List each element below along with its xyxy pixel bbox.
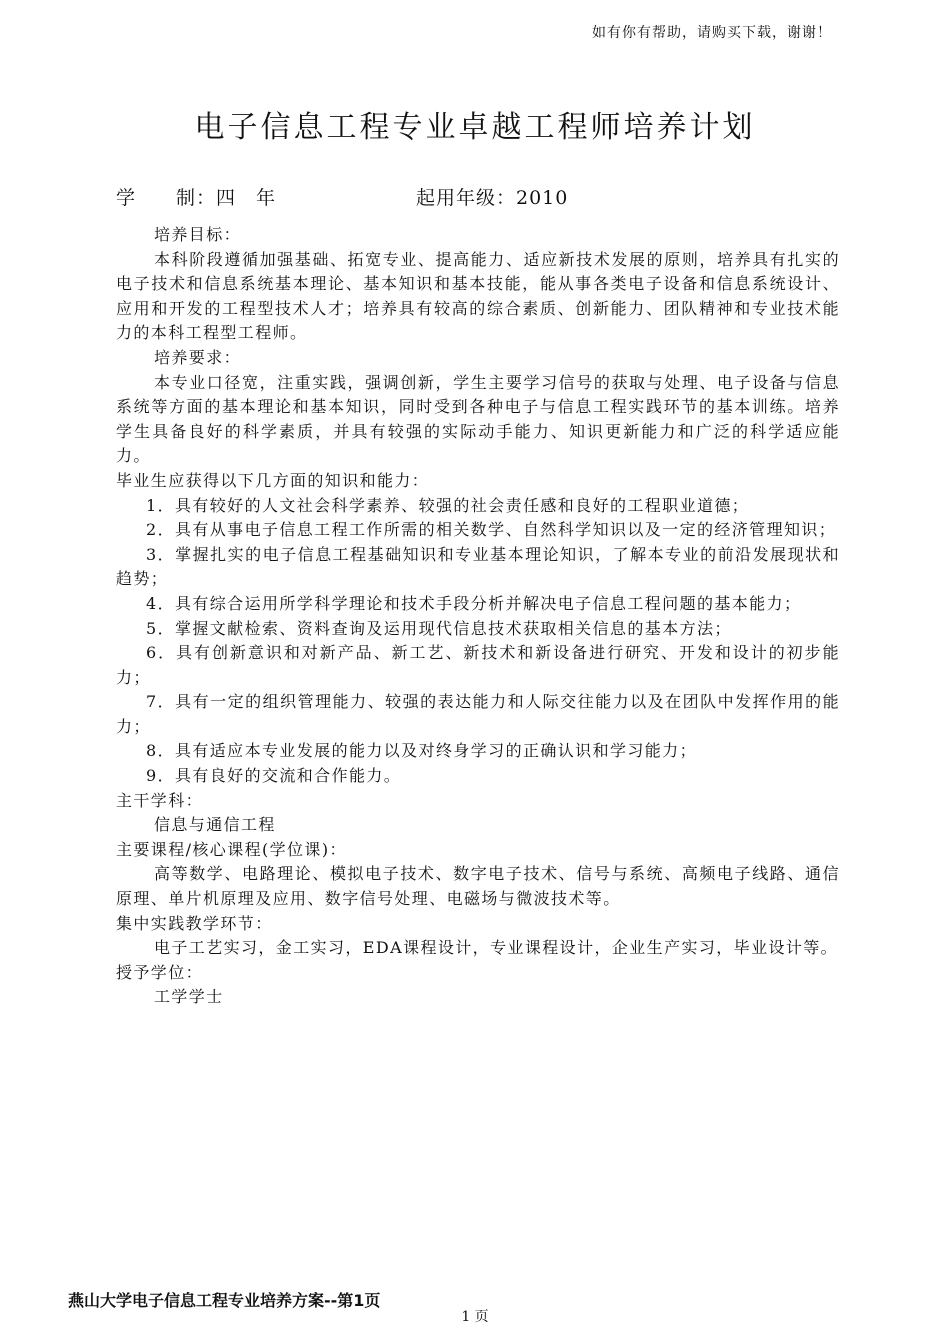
document-body (116, 223, 840, 1010)
degree-text: 工学学士 (154, 987, 224, 1007)
document-title: 电子信息工程专业卓越工程师培养计划 (194, 110, 756, 145)
ability-item: 2．具有从事电子信息工程工作所需的相关数学、自然科学知识以及一定的经济管理知识； (146, 520, 837, 540)
ability-item: 7．具有一定的组织管理能力、较强的表达能力和人际交往能力以及在团队中发挥作用的能力； (116, 692, 840, 736)
ability-item: 5．掌握文献检索、资料查询及运用现代信息技术获取相关信息的基本方法； (146, 618, 732, 638)
requirements-text: 本专业口径宽，注重实践，强调创新，学生主要学习信号的获取与处理、电子设备与信息系统等方面的基本理论和基本知识，同时受到各种电子与信息工程实践环节的基本训练。培养学生具备良好的科学素质，并具有较强的实际动手能力、知识更新能力和广泛的科学适应能力。 (116, 372, 840, 466)
footer-caption: 燕山大学电子信息工程专业培养方案--第1页 (68, 1291, 381, 1310)
degree-heading: 授予学位： (116, 962, 204, 982)
page-number: 1 页 (461, 1309, 489, 1325)
practice-text: 电子工艺实习，金工实习，EDA课程设计，专业课程设计，企业生产实习，毕业设计等。 (154, 938, 839, 958)
practice-heading: 集中实践教学环节： (116, 913, 273, 933)
core-courses-heading: 主要课程/核心课程(学位课)： (116, 839, 347, 859)
ability-item: 9．具有良好的交流和合作能力。 (146, 766, 402, 786)
ability-item: 6．具有创新意识和对新产品、新工艺、新技术和新设备进行研究、开发和设计的初步能力； (116, 643, 840, 687)
start-year-field: 起用年级：2010 (416, 187, 569, 209)
abilities-heading: 毕业生应获得以下几方面的知识和能力： (116, 470, 430, 490)
duration-field: 学 制：四 年 (116, 187, 277, 209)
objective-heading: 培养目标： (154, 225, 242, 244)
ability-item: 4．具有综合运用所学科学理论和技术手段分析并解决电子信息工程问题的基本能力； (146, 593, 802, 613)
ability-item: 1．具有较好的人文社会科学素养、较强的社会责任感和良好的工程职业道德； (146, 495, 750, 515)
ability-item: 3．掌握扎实的电子信息工程基础知识和专业基本理论知识，了解本专业的前沿发展现状和趋势； (116, 544, 840, 589)
ability-item: 8．具有适应本专业发展的能力以及对终身学习的正确认识和学习能力； (146, 741, 697, 761)
requirements-heading: 培养要求： (154, 347, 242, 367)
core-courses-text: 高等数学、电路理论、模拟电子技术、数字电子技术、信号与系统、高频电子线路、通信原理、单片机原理及应用、数字信号处理、电磁场与微波技术等。 (116, 864, 840, 909)
main-discipline-text: 信息与通信工程 (154, 815, 276, 835)
objective-text: 本科阶段遵循加强基础、拓宽专业、提高能力、适应新技术发展的原则，培养具有扎实的电子技术和信息系统基本理论、基本知识和基本技能，能从事各类电子设备和信息系统设计、应用和开发的工程型技术人才；培养具有较高的综合素质、创新能力、团队精神和专业技术能力的本科工程型工程师。 (116, 249, 840, 343)
header-note: 如有你有帮助，请购买下载，谢谢！ (592, 25, 832, 41)
main-discipline-heading: 主干学科： (116, 790, 204, 810)
